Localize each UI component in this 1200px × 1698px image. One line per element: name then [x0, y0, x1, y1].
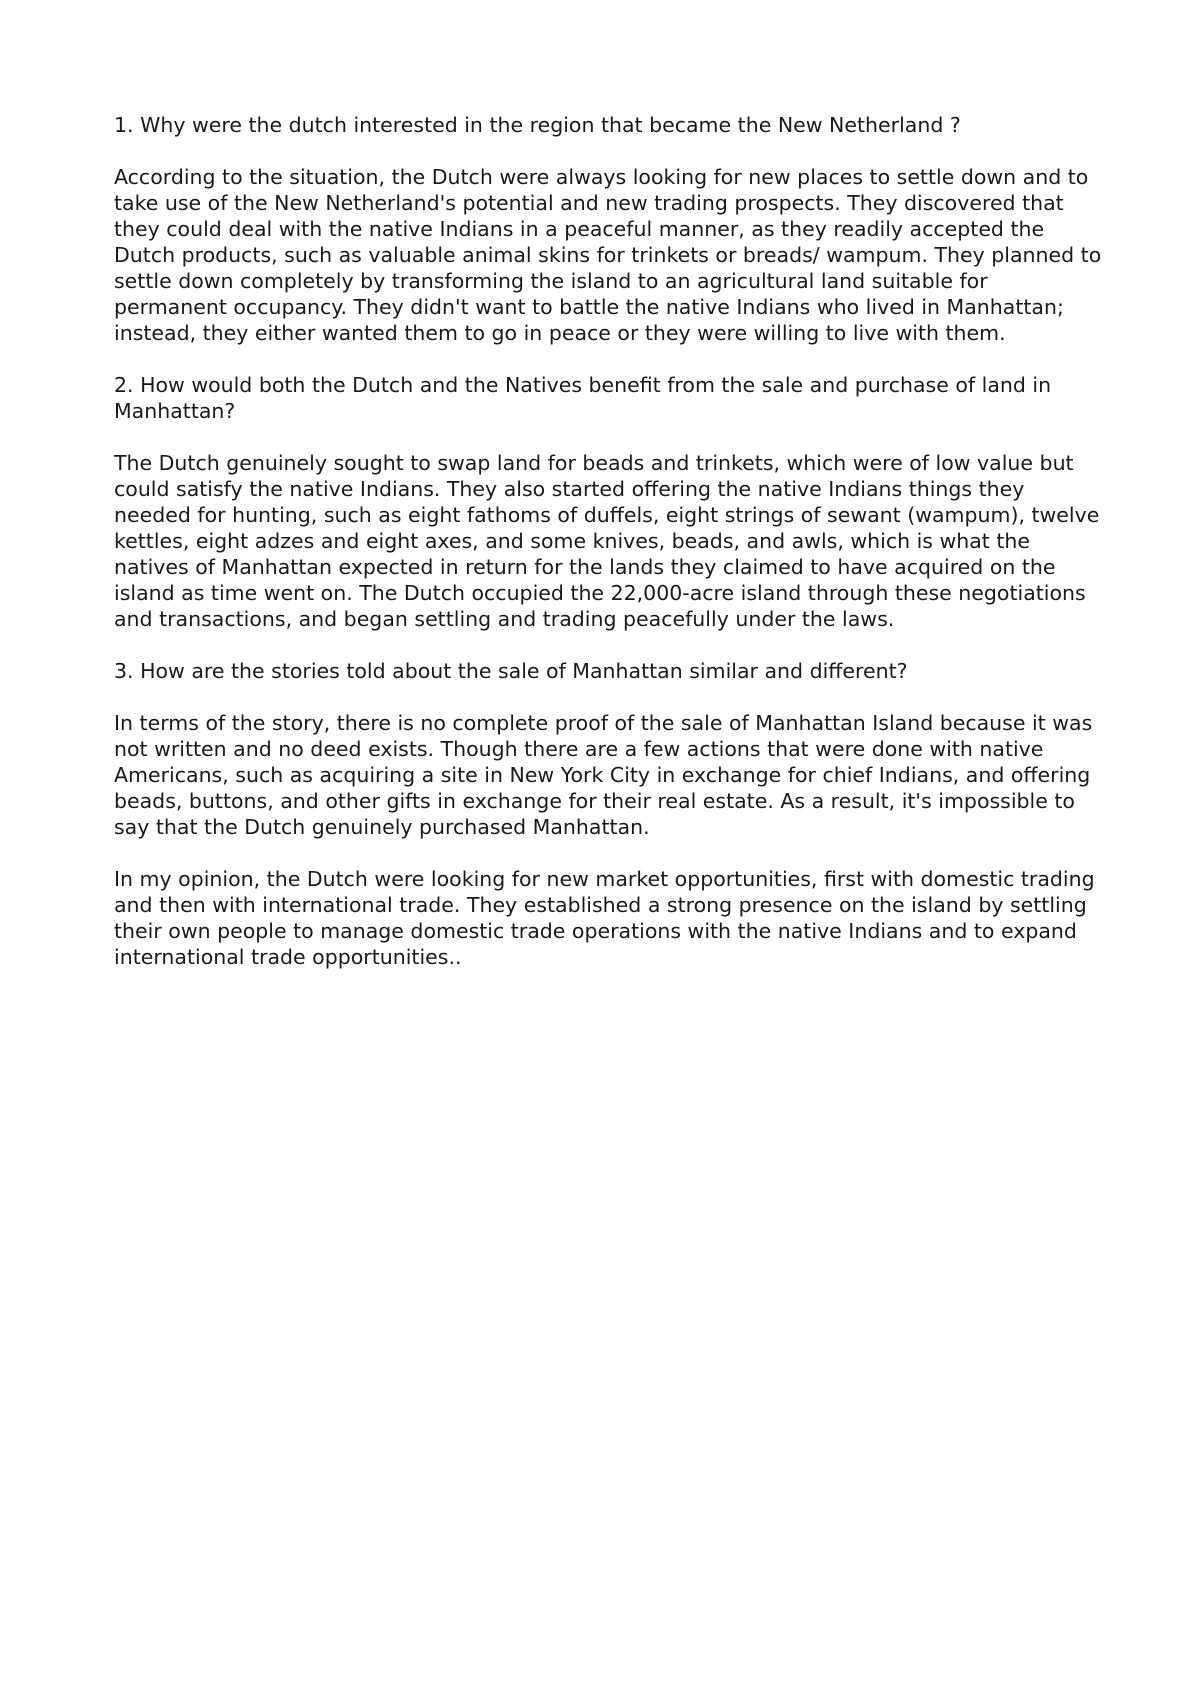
answer-1: According to the situation, the Dutch were always looking for new places to settle down and to take use of the New Netherland's potential and new trading prospects. They discovered that they could deal with the native Indians in a peaceful manner, as they readily accepted the Dutch products, such as valuable animal skins for trinkets or breads/ wampum. They planned to settle down completely by transforming the island to an agricultural land suitable for permanent occupancy. They didn't want to battle the native Indians who lived in Manhattan; instead, they either wanted them to go in peace or they were willing to live with them.	[114, 165, 1102, 345]
opinion-paragraph: In my opinion, the Dutch were looking for new market opportunities, first with domestic trading and then with international trade. They established a strong presence on the island by settling their own people to manage domestic trade operations with the native Indians and to expand international trade opportunities..	[114, 867, 1095, 969]
question-3: 3. How are the stories told about the sale of Manhattan similar and different?	[114, 659, 908, 683]
answer-3: In terms of the story, there is no complete proof of the sale of Manhattan Island because it was not written and no deed exists. Though there are a few actions that were done with native Americans, such as acquiring a site in New York City in exchange for chief Indians, and offering beads, buttons, and other gifts in exchange for their real estate. As a result, it's impossible to say that the Dutch genuinely purchased Manhattan.	[114, 711, 1093, 839]
question-2: 2. How would both the Dutch and the Natives benefit from the sale and purchase of land in Manhattan?	[114, 373, 1052, 423]
document-body	[114, 112, 1104, 996]
question-1: 1. Why were the dutch interested in the region that became the New Netherland ?	[114, 113, 961, 137]
answer-2: The Dutch genuinely sought to swap land for beads and trinkets, which were of low value but could satisfy the native Indians. They also started offering the native Indians things they needed for hunting, such as eight fathoms of duffels, eight strings of sewant (wampum), twelve kettles, eight adzes and eight axes, and some knives, beads, and awls, which is what the natives of Manhattan expected in return for the lands they claimed to have acquired on the island as time went on. The Dutch occupied the 22,000-acre island through these negotiations and transactions, and began settling and trading peacefully under the laws.	[114, 451, 1100, 631]
